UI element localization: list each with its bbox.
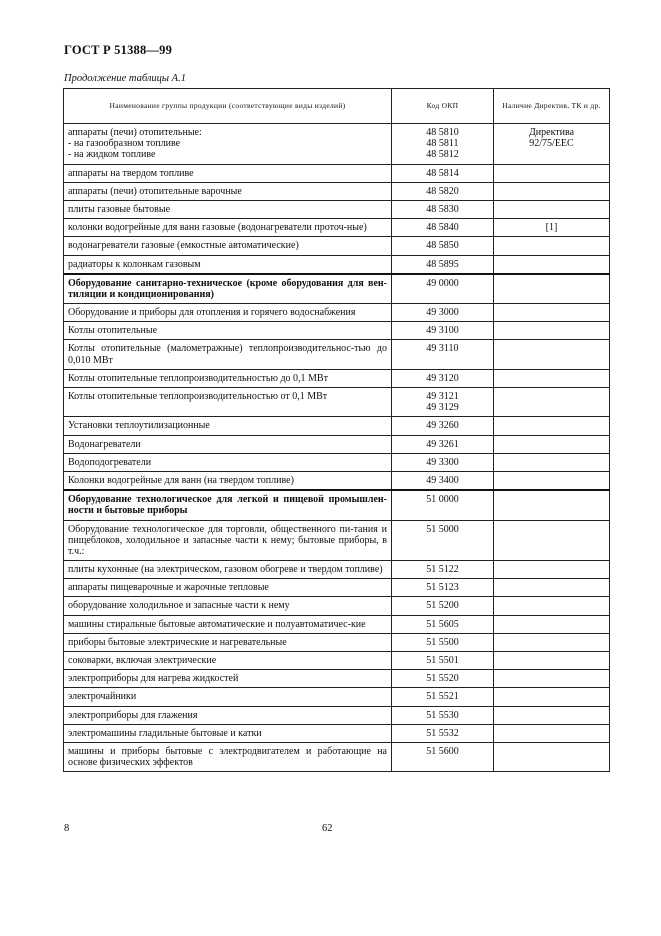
cell-directives	[494, 417, 610, 435]
cell-directives	[494, 688, 610, 706]
table-row	[64, 322, 610, 340]
table-row	[64, 255, 610, 274]
cell-okp-code	[392, 652, 494, 670]
cell-okp-code-line: 51 5501	[426, 655, 459, 666]
cell-okp-code-line: 49 3260	[426, 420, 459, 432]
cell-directives	[494, 742, 610, 771]
cell-directives	[494, 124, 610, 165]
cell-product-name	[64, 579, 392, 597]
table-row	[64, 561, 610, 579]
cell-directives	[494, 471, 610, 490]
cell-product-name-line: электромашины гладильные бытовые и катки	[68, 727, 262, 739]
cell-okp-code	[392, 340, 494, 369]
cell-okp-code-line: 48 5811	[426, 138, 459, 150]
cell-product-name	[64, 670, 392, 688]
cell-directives	[494, 369, 610, 387]
cell-directives	[494, 652, 610, 670]
table-row	[64, 124, 610, 165]
cell-okp-code	[392, 304, 494, 322]
cell-product-name-line: Котлы отопительные	[68, 325, 158, 337]
cell-product-name-line: машины стиральные бытовые автоматические и полуавтоматичес-кие	[68, 618, 366, 630]
cell-directives	[494, 579, 610, 597]
table-header-row	[64, 89, 610, 124]
cell-product-name-line: Котлы отопительные теплопроизводительностью до 0,1 МВт	[68, 372, 328, 384]
cell-directives	[494, 219, 610, 237]
cell-product-name	[64, 200, 392, 218]
table-row	[64, 340, 610, 369]
cell-product-name	[64, 219, 392, 237]
cell-okp-code-line: 49 3100	[426, 325, 459, 337]
cell-product-name	[64, 274, 392, 304]
table-row	[64, 274, 610, 304]
cell-okp-code-line: 48 5814	[426, 167, 459, 179]
table-row	[64, 490, 610, 520]
cell-okp-code-line: 51 5500	[426, 636, 459, 648]
cell-product-name-line: Оборудование санитарно-техническое (кроме оборудования для вен-тиляции и кондиционирования)	[68, 277, 387, 300]
cell-product-name	[64, 597, 392, 615]
cell-directives	[494, 200, 610, 218]
table-row	[64, 435, 610, 453]
table-row	[64, 706, 610, 724]
table-row	[64, 304, 610, 322]
cell-okp-code	[392, 742, 494, 771]
cell-okp-code-line: 51 5530	[426, 709, 459, 721]
cell-product-name	[64, 182, 392, 200]
cell-product-name-line: Оборудование технологическое для торговли, общественного пи-тания и пищеблоков, холодильное и запасные части к нему; бытовые приборы, в т.ч.:	[68, 523, 387, 557]
cell-product-name	[64, 388, 392, 417]
cell-product-name-line: Водоподогреватели	[68, 456, 152, 468]
cell-directives	[494, 633, 610, 651]
cell-okp-code-line: 51 5122	[426, 564, 459, 576]
product-table	[63, 88, 610, 772]
cell-directives	[494, 164, 610, 182]
cell-product-name-line: плиты кухонные (на электрическом, газовом обогреве и твердом топливе)	[68, 564, 383, 576]
cell-product-name-line: аппараты (печи) отопительные:	[68, 127, 202, 138]
cell-product-name-line: машины и приборы бытовые с электродвигателем и работающие на основе физических эффектов	[68, 745, 387, 769]
cell-okp-code-line: 49 3000	[426, 307, 459, 319]
cell-product-name	[64, 688, 392, 706]
cell-product-name	[64, 520, 392, 561]
table-row	[64, 417, 610, 435]
cell-product-name-line: электроприборы для глажения	[68, 709, 198, 721]
table-row	[64, 388, 610, 417]
cell-product-name	[64, 255, 392, 274]
cell-directives	[494, 490, 610, 520]
cell-okp-code-line: 51 5521	[426, 691, 459, 703]
cell-product-name	[64, 435, 392, 453]
table-row	[64, 369, 610, 387]
cell-product-name-line: радиаторы к колонкам газовым	[68, 258, 201, 270]
cell-directives	[494, 388, 610, 417]
table-row	[64, 670, 610, 688]
cell-okp-code-line: 51 5000	[426, 523, 459, 535]
document-title: ГОСТ Р 51388—99	[64, 43, 173, 57]
cell-product-name	[64, 124, 392, 165]
cell-directives	[494, 670, 610, 688]
cell-product-name	[64, 237, 392, 255]
cell-okp-code	[392, 435, 494, 453]
cell-product-name	[64, 633, 392, 651]
cell-product-name-line: Оборудование и приборы для отопления и горячего водоснабжения	[68, 307, 356, 319]
cell-okp-code-line: 49 3400	[426, 474, 459, 486]
cell-product-name	[64, 322, 392, 340]
cell-directives	[494, 435, 610, 453]
cell-okp-code-line: 51 0000	[426, 494, 459, 506]
cell-product-name-line: - на жидком топливе	[68, 149, 156, 161]
table-body	[64, 124, 610, 772]
table-row	[64, 471, 610, 490]
cell-okp-code-line: 49 3129	[426, 402, 459, 414]
cell-directives	[494, 615, 610, 633]
cell-directives	[494, 597, 610, 615]
cell-directives	[494, 520, 610, 561]
page-number-center: 62	[322, 823, 333, 834]
cell-okp-code	[392, 490, 494, 520]
cell-okp-code	[392, 182, 494, 200]
page-number-left: 8	[64, 823, 70, 834]
cell-okp-code	[392, 706, 494, 724]
table-row	[64, 164, 610, 182]
cell-okp-code	[392, 417, 494, 435]
cell-directives	[494, 255, 610, 274]
cell-product-name	[64, 615, 392, 633]
cell-product-name-line: аппараты (печи) отопительные варочные	[68, 185, 242, 197]
cell-product-name-line: Колонки водогрейные для ванн (на твердом топливе)	[68, 474, 294, 486]
cell-product-name-line: электрочайники	[68, 691, 137, 703]
cell-okp-code-line: 49 3110	[426, 343, 459, 355]
cell-product-name-line: аппараты на твердом топливе	[68, 167, 194, 179]
cell-okp-code-line: 51 5605	[426, 618, 459, 630]
cell-okp-code	[392, 237, 494, 255]
cell-directives	[494, 237, 610, 255]
cell-product-name	[64, 417, 392, 435]
cell-okp-code	[392, 322, 494, 340]
cell-okp-code	[392, 369, 494, 387]
cell-directives	[494, 182, 610, 200]
cell-product-name	[64, 490, 392, 520]
cell-directives-line: Директива	[528, 127, 575, 138]
cell-product-name	[64, 369, 392, 387]
table-row	[64, 633, 610, 651]
table-row	[64, 724, 610, 742]
cell-okp-code-line: 51 5200	[426, 600, 459, 612]
cell-directives	[494, 453, 610, 471]
table-row	[64, 742, 610, 771]
cell-okp-code-line: 49 0000	[426, 277, 459, 289]
cell-okp-code-line: 49 3300	[426, 456, 459, 468]
cell-okp-code-line: 49 3261	[426, 438, 459, 450]
cell-product-name	[64, 724, 392, 742]
cell-product-name-line: водонагреватели газовые (емкостные автоматические)	[68, 240, 299, 252]
cell-okp-code-line: 48 5840	[426, 222, 459, 234]
cell-okp-code-line: 51 5600	[426, 745, 459, 757]
cell-product-name-line: колонки водогрейные для ванн газовые (водонагреватели проточ-ные)	[68, 222, 367, 234]
cell-product-name-line: Установки теплоутилизационные	[68, 420, 210, 432]
cell-product-name	[64, 453, 392, 471]
cell-product-name-line: приборы бытовые электрические и нагревательные	[68, 636, 287, 648]
cell-okp-code	[392, 561, 494, 579]
cell-okp-code	[392, 255, 494, 274]
table-row	[64, 453, 610, 471]
cell-directives	[494, 340, 610, 369]
cell-product-name	[64, 304, 392, 322]
cell-directives	[494, 304, 610, 322]
table-row	[64, 237, 610, 255]
cell-directives	[494, 322, 610, 340]
cell-product-name	[64, 164, 392, 182]
cell-product-name	[64, 652, 392, 670]
cell-okp-code-line: 49 3120	[426, 372, 459, 384]
cell-okp-code-line: 48 5812	[426, 149, 459, 161]
cell-product-name	[64, 340, 392, 369]
table-row	[64, 182, 610, 200]
cell-okp-code	[392, 597, 494, 615]
cell-product-name-line: электроприборы для нагрева жидкостей	[68, 673, 239, 685]
cell-product-name-line: Котлы отопительные теплопроизводительностью от 0,1 МВт	[68, 391, 328, 402]
cell-product-name	[64, 561, 392, 579]
cell-product-name-line: соковарки, включая электрические	[68, 655, 217, 666]
cell-okp-code-line: 51 5520	[426, 673, 459, 685]
column-header-code: Код ОКП	[392, 89, 494, 124]
column-header-name: Наименование группы продукции (соответствующие виды изделий)	[64, 89, 392, 124]
cell-okp-code-line: 48 5830	[426, 203, 459, 215]
cell-okp-code-line: 48 5820	[426, 185, 459, 197]
cell-okp-code	[392, 520, 494, 561]
cell-product-name-line: плиты газовые бытовые	[68, 203, 171, 215]
cell-okp-code	[392, 124, 494, 165]
table-row	[64, 597, 610, 615]
cell-product-name-line: аппараты пищеварочные и жарочные тепловые	[68, 582, 269, 594]
cell-directives	[494, 706, 610, 724]
cell-product-name	[64, 742, 392, 771]
cell-product-name-line: Котлы отопительные (малометражные) теплопроизводительнос-тью до 0,010 МВт	[68, 343, 387, 366]
cell-okp-code-line: 49 3121	[426, 391, 459, 402]
cell-directives	[494, 724, 610, 742]
cell-okp-code	[392, 579, 494, 597]
table-row	[64, 200, 610, 218]
cell-okp-code-line: 48 5810	[426, 127, 459, 138]
cell-okp-code	[392, 670, 494, 688]
cell-okp-code-line: 48 5850	[426, 240, 459, 252]
cell-product-name-line: Водонагреватели	[68, 438, 141, 450]
cell-directives	[494, 561, 610, 579]
cell-okp-code	[392, 219, 494, 237]
cell-okp-code-line: 51 5123	[426, 582, 459, 594]
table-row	[64, 579, 610, 597]
cell-okp-code	[392, 388, 494, 417]
cell-product-name	[64, 471, 392, 490]
cell-directives	[494, 274, 610, 304]
column-header-directives: Наличие Директив, ТК и др.	[494, 89, 610, 124]
cell-product-name-line: - на газообразном топливе	[68, 138, 181, 150]
cell-okp-code	[392, 453, 494, 471]
cell-okp-code-line: 51 5532	[426, 727, 459, 739]
table-row	[64, 652, 610, 670]
cell-directives-line: [1]	[545, 222, 558, 234]
table-row	[64, 688, 610, 706]
table-row	[64, 219, 610, 237]
cell-product-name-line: оборудование холодильное и запасные части к нему	[68, 600, 290, 612]
cell-directives-line: 92/75/ЕЕС	[529, 138, 574, 150]
cell-product-name	[64, 706, 392, 724]
table-row	[64, 615, 610, 633]
cell-okp-code	[392, 200, 494, 218]
cell-okp-code	[392, 471, 494, 490]
cell-okp-code	[392, 688, 494, 706]
cell-product-name-line: Оборудование технологическое для легкой и пищевой промышлен-ности и бытовые приборы	[68, 494, 387, 517]
cell-okp-code	[392, 615, 494, 633]
cell-okp-code	[392, 724, 494, 742]
cell-okp-code-line: 48 5895	[426, 258, 459, 270]
table-row	[64, 520, 610, 561]
cell-okp-code	[392, 274, 494, 304]
table-caption: Продолжение таблицы А.1	[64, 73, 186, 84]
cell-okp-code	[392, 633, 494, 651]
cell-okp-code	[392, 164, 494, 182]
